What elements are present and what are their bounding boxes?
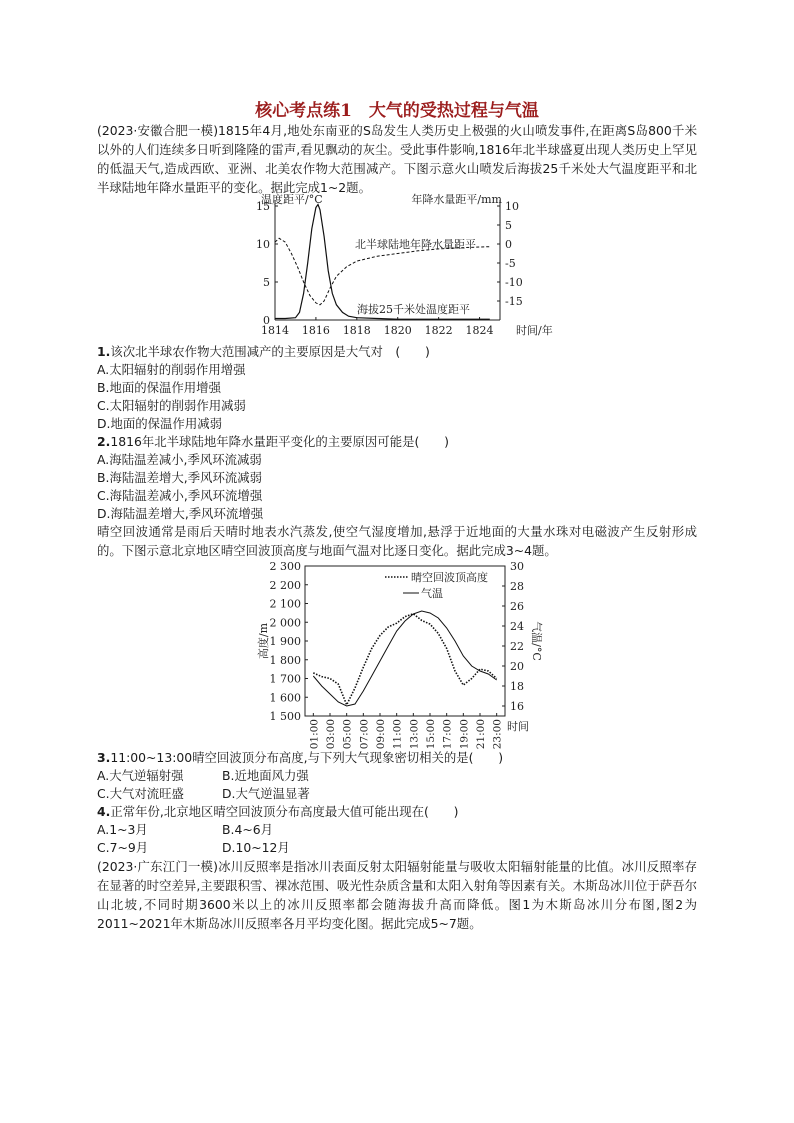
legend-temperature-label: 气温 — [421, 587, 443, 600]
question-4-option-d[interactable]: D.10~12月 — [222, 840, 290, 855]
question-3 — [97, 749, 503, 767]
question-4-options-row-2 — [97, 839, 290, 857]
question-4-options-row-1 — [97, 821, 273, 839]
question-4-number: 4. — [97, 804, 111, 819]
right-tick-label: 26 — [510, 600, 524, 613]
left-tick-label: 5 — [263, 276, 270, 289]
right-axis-label: 气温/°C — [530, 621, 543, 661]
question-3-options-row-1 — [97, 767, 309, 785]
x-tick-label: 1814 — [261, 324, 289, 337]
question-4-option-a[interactable]: A.1~3月 — [97, 822, 148, 837]
right-tick-label: 16 — [510, 700, 524, 713]
series-label-temperature: 海拔25千米处温度距平 — [357, 303, 470, 316]
right-axis-label: 年降水量距平/mm — [411, 193, 502, 206]
right-tick-label: 22 — [510, 640, 524, 653]
right-tick-label: 30 — [510, 560, 524, 573]
question-2-number: 2. — [97, 434, 111, 449]
question-3-options-row-2 — [97, 785, 310, 803]
question-1-number: 1. — [97, 344, 111, 359]
x-tick-label: 05:00 — [341, 719, 354, 750]
question-4 — [97, 803, 459, 821]
question-2-text: 1816年北半球陆地年降水量距平变化的主要原因可能是( ) — [110, 434, 449, 449]
x-axis-label: 时间/年 — [516, 324, 553, 337]
left-tick-label: 1 800 — [269, 653, 301, 667]
question-1 — [97, 343, 430, 361]
x-tick-label: 07:00 — [358, 719, 371, 750]
question-1-option-a[interactable]: A.太阳辐射的削弱作用增强 — [97, 362, 246, 377]
intro-paragraph-1: (2023·安徽合肥一模)1815年4月,地处东南亚的S岛发生人类历史上极强的火山喷发事件,在距离S岛800千米以外的人们连续多日听到隆隆的雷声,看见飘动的灰尘。受此事件影响,1816年北半球盛夏出现人类历史上罕见的低温天气,造成西欧、亚洲、北美农作物大范围减产。下图示意火山喷发后海拔25千米处大气温度距平和北半球陆地年降水量距平的变化。据此完成1~2题。 — [97, 123, 697, 195]
question-3-option-b[interactable]: B.近地面风力强 — [222, 768, 309, 783]
x-axis-label: 时间 — [507, 720, 529, 733]
chart-volcano-anomaly — [255, 192, 553, 344]
left-tick-label: 2 100 — [269, 597, 301, 611]
question-3-option-a[interactable]: A.大气逆辐射强 — [97, 768, 184, 783]
x-tick-label: 1818 — [342, 324, 371, 337]
legend-echo-label: 晴空回波顶高度 — [411, 571, 488, 584]
right-tick-label: 0 — [505, 238, 512, 251]
question-3-option-c[interactable]: C.大气对流旺盛 — [97, 786, 184, 801]
x-tick-label: 1824 — [465, 324, 494, 337]
question-3-option-d[interactable]: D.大气逆温显著 — [222, 786, 310, 801]
x-tick-label: 21:00 — [475, 719, 487, 750]
x-tick-label: 1822 — [424, 324, 453, 337]
question-2-option-b[interactable]: B.海陆温差增大,季风环流减弱 — [97, 470, 263, 485]
left-tick-label: 0 — [263, 314, 270, 327]
x-tick-label: 19:00 — [458, 719, 471, 750]
question-3-text: 11:00~13:00晴空回波顶分布高度,与下列大气现象密切相关的是( ) — [110, 750, 504, 765]
right-tick-label: 10 — [505, 200, 519, 213]
x-tick-label: 09:00 — [375, 719, 387, 750]
question-1-text: 该次北半球农作物大范围减产的主要原因是大气对 ( ) — [110, 344, 430, 359]
question-4-text: 正常年份,北京地区晴空回波顶分布高度最大值可能出现在( ) — [110, 804, 459, 819]
x-tick-label: 11:00 — [391, 719, 404, 750]
x-tick-label: 13:00 — [408, 719, 421, 750]
question-1-option-c[interactable]: C.太阳辐射的削弱作用减弱 — [97, 398, 246, 413]
x-tick-label: 23:00 — [491, 719, 504, 750]
left-tick-label: 15 — [256, 200, 270, 213]
right-tick-label: -15 — [505, 295, 523, 308]
intro-paragraph-2: 晴空回波通常是雨后天晴时地表水汽蒸发,使空气湿度增加,悬浮于近地面的大量水珠对电磁波产生反射形成的。下图示意北京地区晴空回波顶高度与地面气温对比逐日变化。据此完成3~4题。 — [97, 524, 697, 558]
x-tick-label: 17:00 — [441, 719, 454, 750]
echo-height-line — [313, 614, 496, 705]
right-tick-label: 5 — [505, 219, 512, 232]
left-tick-label: 1 500 — [269, 710, 301, 723]
x-tick-label: 1820 — [383, 324, 412, 337]
right-tick-label: 28 — [510, 580, 524, 593]
right-tick-label: -10 — [505, 276, 523, 289]
question-3-number: 3. — [97, 750, 111, 765]
left-tick-label: 1 700 — [269, 672, 301, 686]
left-tick-label: 10 — [256, 238, 270, 251]
question-2 — [97, 433, 449, 451]
left-axis-label: 温度距平/°C — [261, 193, 323, 206]
question-4-option-b[interactable]: B.4~6月 — [222, 822, 273, 837]
left-tick-label: 1 600 — [269, 691, 301, 705]
question-2-option-c[interactable]: C.海陆温差减小,季风环流增强 — [97, 488, 263, 503]
page-title: 核心考点练1 大气的受热过程与气温 — [255, 101, 539, 121]
question-2-option-d[interactable]: D.海陆温差增大,季风环流增强 — [97, 506, 264, 521]
series-label-precipitation: 北半球陆地年降水量距平 — [355, 238, 476, 251]
air-temperature-line — [313, 611, 496, 706]
question-1-option-b[interactable]: B.地面的保温作用增强 — [97, 380, 221, 395]
x-tick-label: 03:00 — [325, 719, 337, 750]
temperature-anomaly-line — [275, 205, 490, 320]
question-2-option-a[interactable]: A.海陆温差减小,季风环流减弱 — [97, 452, 262, 467]
question-1-option-d[interactable]: D.地面的保温作用减弱 — [97, 416, 222, 431]
x-tick-label: 1816 — [301, 324, 330, 337]
right-tick-label: -5 — [505, 257, 516, 270]
left-tick-label: 2 300 — [269, 560, 301, 573]
question-4-option-c[interactable]: C.7~9月 — [97, 840, 149, 855]
left-tick-label: 2 000 — [269, 616, 301, 630]
x-tick-label: 01:00 — [308, 719, 321, 750]
left-axis-label: 高度/m — [257, 622, 270, 660]
x-tick-label: 15:00 — [425, 719, 437, 750]
right-tick-label: 24 — [510, 620, 524, 633]
right-tick-label: 18 — [510, 680, 524, 693]
left-tick-label: 2 200 — [269, 578, 301, 592]
plot-frame — [305, 566, 505, 716]
intro-paragraph-3: (2023·广东江门一模)冰川反照率是指冰川表面反射太阳辐射能量与吸收太阳辐射能量的比值。冰川反照率存在显著的时空差异,主要跟积雪、裸冰范围、吸光性杂质含量和太阳入射角等因素有关。木斯岛冰川位于萨吾尔山北坡,不同时期3600米以上的冰川反照率都会随海拔升高而降低。图1为木斯岛冰川分布图,图2为2011~2021年木斯岛冰川反照率各月平均变化图。据此完成5~7题。 — [97, 859, 697, 931]
chart-clear-air-echo — [253, 558, 543, 748]
left-tick-label: 1 900 — [269, 635, 301, 648]
right-tick-label: 20 — [510, 660, 524, 673]
